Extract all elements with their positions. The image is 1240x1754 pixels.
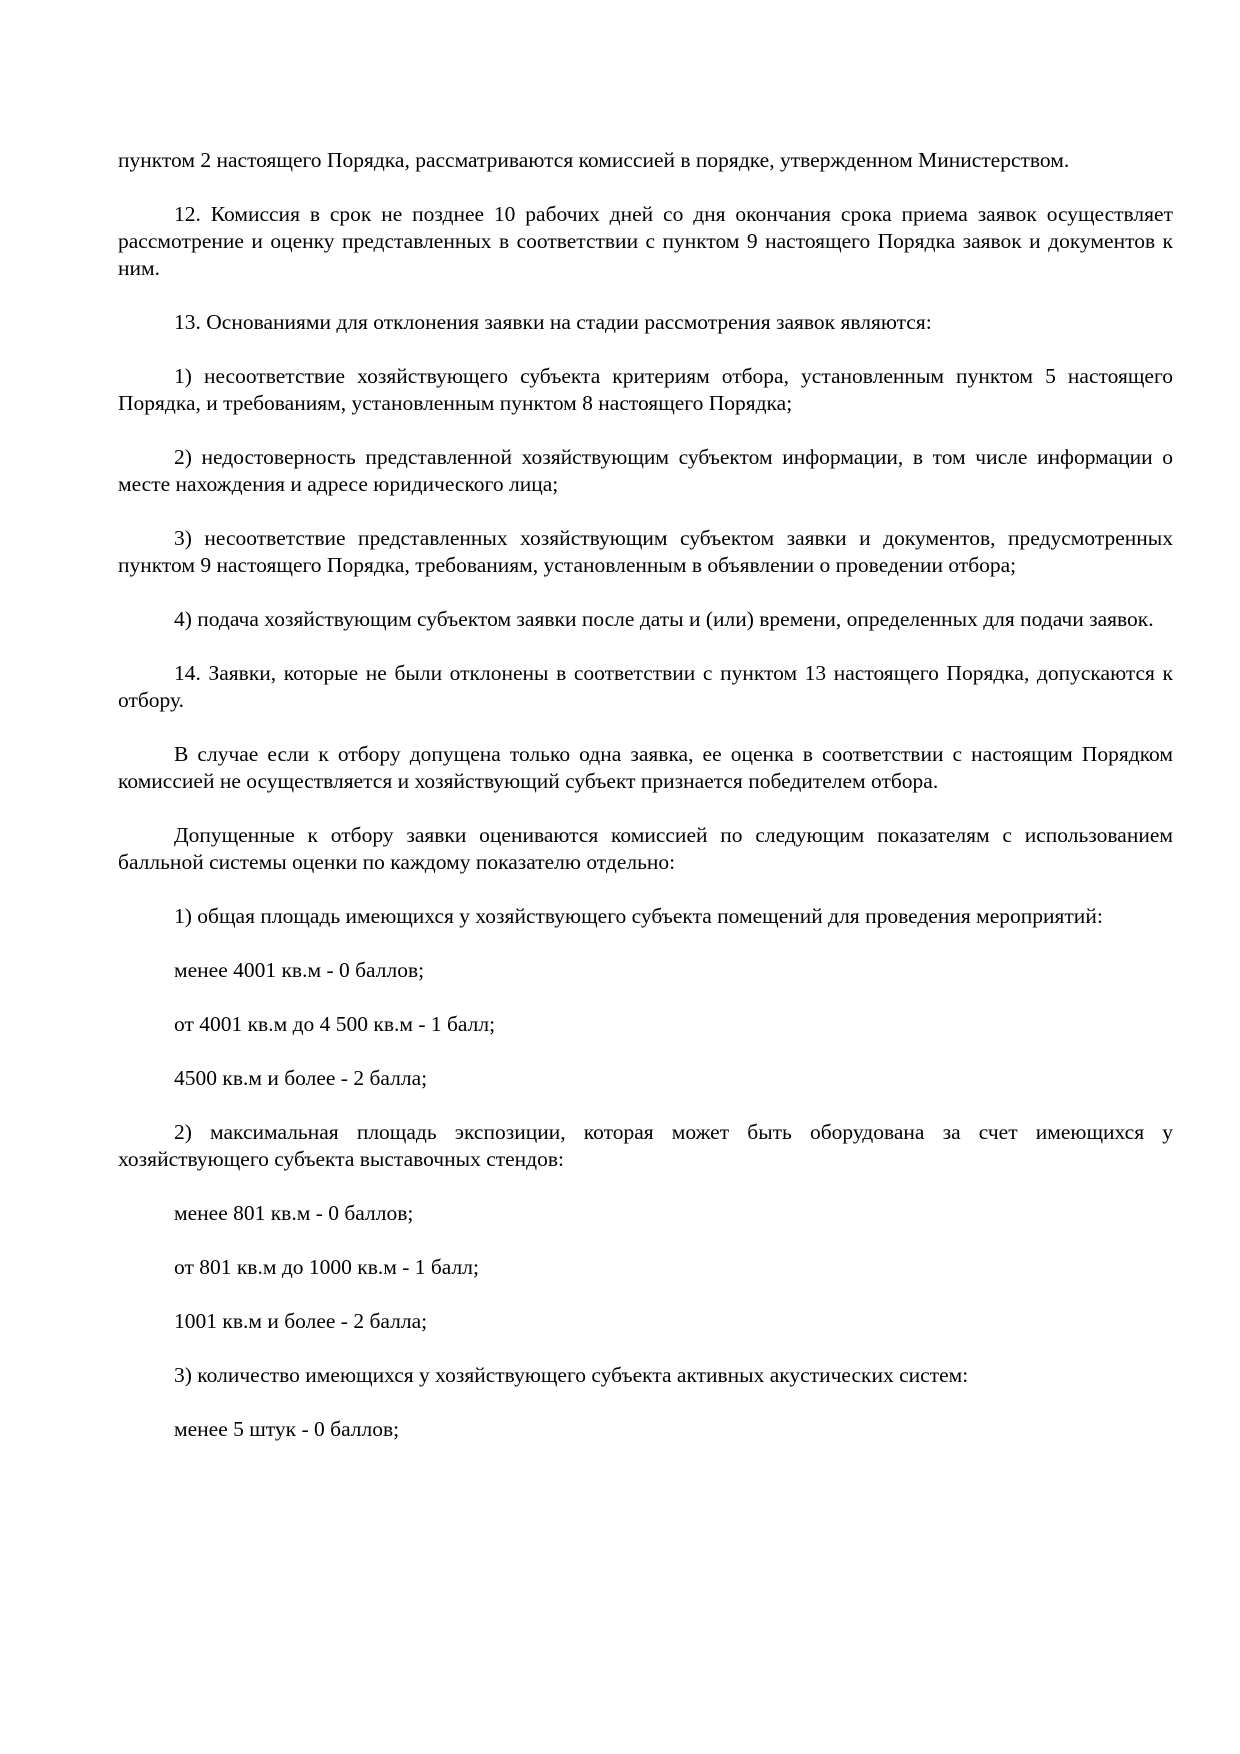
score-line: от 4001 кв.м до 4 500 кв.м - 1 балл;	[174, 1012, 496, 1036]
paragraph-subitem-13-1: 1) несоответствие хозяйствующего субъекта критериям отбора, установленным пунктом 5 настоящего Порядка, и требованиям, установленным пунктом 8 настоящего Порядка;	[118, 364, 1173, 415]
paragraph-evaluation-criteria: Допущенные к отбору заявки оцениваются комиссией по следующим показателям с использованием балльной системы оценки по каждому показателю отдельно:	[118, 823, 1173, 874]
paragraph-subitem-13-3: 3) несоответствие представленных хозяйствующим субъектом заявки и документов, предусмотренных пунктом 9 настоящего Порядка, требованиям, установленным в объявлении о проведении отбора;	[118, 526, 1173, 577]
paragraph-criterion-2: 2) максимальная площадь экспозиции, которая может быть оборудована за счет имеющихся у хозяйствующего субъекта выставочных стендов:	[118, 1120, 1173, 1171]
paragraph-criterion-3: 3) количество имеющихся у хозяйствующего субъекта активных акустических систем:	[174, 1363, 969, 1387]
paragraph-subitem-13-2: 2) недостоверность представленной хозяйствующим субъектом информации, в том числе информации о месте нахождения и адресе юридического лица;	[118, 445, 1173, 496]
paragraph-continuation: пунктом 2 настоящего Порядка, рассматриваются комиссией в порядке, утвержденном Министерством.	[118, 148, 1070, 172]
score-line: от 801 кв.м до 1000 кв.м - 1 балл;	[174, 1255, 479, 1279]
paragraph-item-12: 12. Комиссия в срок не позднее 10 рабочих дней со дня окончания срока приема заявок осуществляет рассмотрение и оценку представленных в соответствии с пунктом 9 настоящего Порядка заявок и документов к ним.	[118, 202, 1173, 280]
score-line: 4500 кв.м и более - 2 балла;	[174, 1066, 428, 1090]
score-line: менее 4001 кв.м - 0 баллов;	[174, 958, 425, 982]
score-line: менее 801 кв.м - 0 баллов;	[174, 1201, 414, 1225]
paragraph-subitem-13-4: 4) подача хозяйствующим субъектом заявки после даты и (или) времени, определенных для подачи заявок.	[174, 607, 1154, 631]
score-line: 1001 кв.м и более - 2 балла;	[174, 1309, 428, 1333]
score-line: менее 5 штук - 0 баллов;	[174, 1417, 400, 1441]
paragraph-item-14: 14. Заявки, которые не были отклонены в соответствии с пунктом 13 настоящего Порядка, допускаются к отбору.	[118, 661, 1173, 712]
paragraph-item-13: 13. Основаниями для отклонения заявки на стадии рассмотрения заявок являются:	[174, 310, 932, 334]
paragraph-single-application: В случае если к отбору допущена только одна заявка, ее оценка в соответствии с настоящим Порядком комиссией не осуществляется и хозяйствующий субъект признается победителем отбора.	[118, 742, 1173, 793]
paragraph-criterion-1: 1) общая площадь имеющихся у хозяйствующего субъекта помещений для проведения мероприятий:	[174, 904, 1103, 928]
document-page	[118, 147, 1173, 1470]
